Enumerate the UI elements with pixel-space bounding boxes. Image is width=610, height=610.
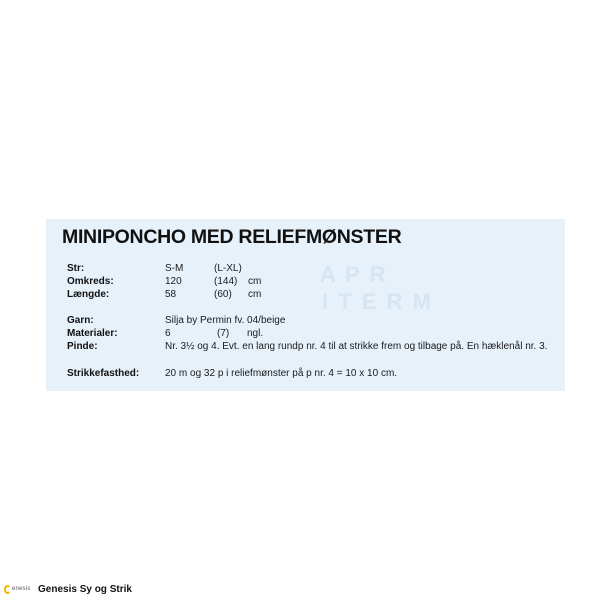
length-label: Længde: [67, 289, 110, 300]
gauge-value: 20 m og 32 p i reliefmønster på p nr. 4 = 10 x 10 cm. [165, 368, 398, 379]
length-value-1: 58 [165, 289, 177, 300]
gauge-label: Strikkefasthed: [67, 368, 140, 379]
yarn-value: Silja by Permin fv. 04/beige [165, 315, 286, 326]
genesis-logo-icon [4, 585, 11, 594]
sizes-value-1: S-M [165, 263, 184, 274]
watermark-line-1: A P R [320, 262, 388, 287]
chest-value-2: (144) [214, 276, 238, 287]
chest-value-1: 120 [165, 276, 182, 287]
length-unit: cm [248, 289, 262, 300]
materials-unit: ngl. [247, 328, 264, 339]
materials-label: Materialer: [67, 328, 118, 339]
watermark-line-2: I T E R M [322, 289, 433, 314]
footer-brand: Genesis Sy og Strik [38, 584, 132, 595]
materials-value-1: 6 [165, 328, 171, 339]
genesis-logo [4, 584, 34, 596]
pattern-title: MINIPONCHO MED RELIEFMØNSTER [62, 226, 402, 248]
sizes-value-2: (L-XL) [214, 263, 242, 274]
sizes-label: Str: [67, 263, 85, 274]
chest-unit: cm [248, 276, 262, 287]
genesis-logo-text: enesis [12, 586, 31, 592]
needles-label: Pinde: [67, 341, 98, 352]
needles-value: Nr. 3½ og 4. Evt. en lang rundp nr. 4 til at strikke frem og tilbage på. En hæklenål nr. 3. [165, 341, 548, 352]
yarn-label: Garn: [67, 315, 94, 326]
length-value-2: (60) [214, 289, 232, 300]
materials-value-2: (7) [217, 328, 230, 339]
chest-label: Omkreds: [67, 276, 114, 287]
